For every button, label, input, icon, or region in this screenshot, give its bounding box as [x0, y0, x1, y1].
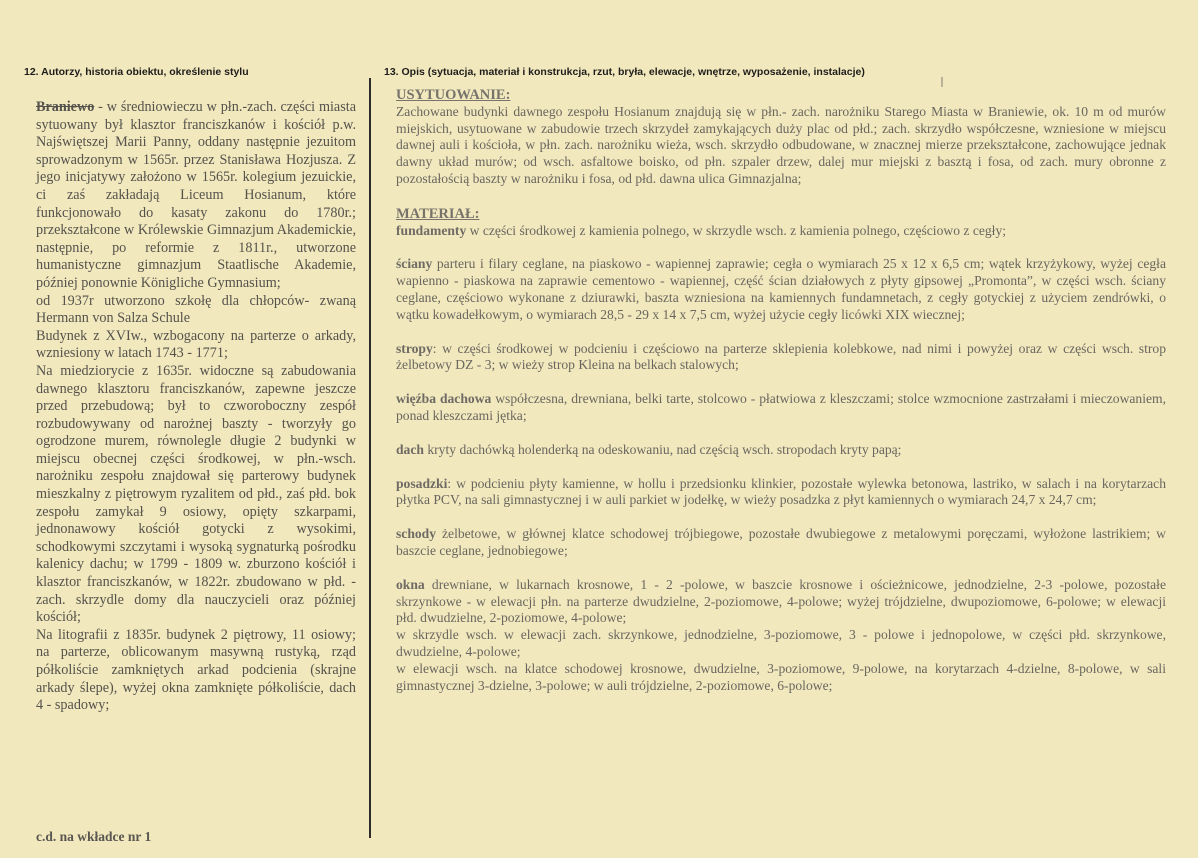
history-paragraph-1 — [36, 99, 356, 293]
okna-entry — [396, 577, 1166, 627]
history-paragraph-4: Na miedziorycie z 1635r. widoczne są zabudowania dawnego klasztoru franciszkanów, zapewne jeszcze przed przebudową; był to czworoboczny zespół rozbudowywany od narożnej baszty - tworzyły go ogrodzone murem, równolegle długie 2 budynki w miejscu obecnej części środkowej, w płn.-wsch. narożniku zespołu znajdował się parterowy budynek mieszkalny z piętrowym ryzalitem od płd., zaś płd. bok zespołu zamykał 9 osiowy, opięty szkarpami, jednonawowy kościół gotycki z wysokimi, schodkowymi szczytami i wysoką sygnaturką pośrodku kalenicy dachu; w 1799 - 1809 w. zburzono kościół i klasztor franciszkanów, w 1822r. zbudowano w płd. - zach. skrzydle domy dla nauczycieli oraz później kościół; — [36, 362, 356, 626]
material-title: MATERIAŁ: — [396, 205, 480, 222]
wiezba-entry — [396, 391, 1166, 425]
posadzki-entry — [396, 476, 1166, 510]
continuation-note: c.d. na wkładce nr 1 — [36, 829, 152, 844]
history-column — [36, 99, 356, 715]
history-paragraph-2: od 1937r utworzono szkołę dla chłopców- zwaną Hermann von Salza Schule — [36, 292, 356, 327]
schody-text: żelbetowe, w głównej klatce schodowej trójbiegowe, pozostałe dwubiegowe z metalowymi poręczami, wyłożone lastrikiem; w baszcie ceglane, jednobiegowe; — [396, 526, 1166, 558]
stropy-label: stropy — [396, 340, 433, 356]
section-13-header: 13. Opis (sytuacja, materiał i konstrukcja, rzut, bryła, elewacje, wnętrze, wyposażenie, instalacje) — [384, 66, 865, 78]
stropy-entry — [396, 341, 1166, 375]
history-paragraph-5: Na litografii z 1835r. budynek 2 piętrowy, 11 osiowy; na parterze, oblicowanym masywną rustyką, rząd półkoliście zamkniętych arkad podcienia (skrajne arkady ślepe), wyżej okna zamknięte półkoliście, dach 4 - spadowy; — [36, 626, 356, 714]
situation-title: USYTUOWANIE: — [396, 87, 511, 103]
fundamenty-label: fundamenty — [396, 222, 467, 238]
fundamenty-text: w części środkowej z kamienia polnego, w skrzydle wsch. z kamienia polnego, częściowo z cegły; — [466, 222, 1007, 238]
wiezba-label: więźba dachowa — [396, 391, 492, 407]
sciany-entry — [396, 256, 1166, 323]
description-column — [396, 87, 1166, 694]
history-paragraph-3: Budynek z XVIw., wzbogacony na parterze o arkady, wzniesiony w latach 1743 - 1771; — [36, 327, 356, 362]
situation-text: Zachowane budynki dawnego zespołu Hosianum znajdują się w płn.- zach. narożniku Starego Miasta w Braniewie, ok. 10 m od murów miejskich, usytuowane w zabudowie trzech skrzydeł zamykających duży plac od płd.; zach. skrzydło współczesne, wzniesione w miejscu dawnej auli i kościoła, w płn. zach. narożniku wieża, wsch. skrzydło odbudowane, w znacznej mierze przekształcone, zachowujące jednak dawny układ murów; od wsch. asfaltowe boisko, od płn. szpaler drzew, dalej mur miejski z basztą i fosa, od zach. mury obronne z pozostałością baszty w narożniku i fosa, od płd. dawna ulica Gimnazjalna; — [396, 103, 1166, 186]
history-lead-rest: - w średniowieczu w płn.-zach. części miasta sytuowany był klasztor franciszkanów i kościół p.w. Najświętszej Marii Panny, oddany następnie jezuitom sprowadzonym w 1565r. przez Stanisława Hozjusza. Z jego inicjatywy założono w 1565r. kolegium jezuickie, ci zaś zakładają Liceum Hosianum, które funkcjonowało do kasaty zakonu do 1780r.; przekształcone w Królewskie Gimnazjum Akademickie, następnie, po reformie z 1811r., utworzone humanistyczne gimnazjum Staatlische Akademie, później ponownie Königliche Gymnasium; — [36, 99, 356, 291]
stropy-text: : w części środkowej w podcieniu i częściowo na parterze sklepienia kolebkowe, nad nimi i powyżej oraz w części wsch. strop żelbetowy DZ - 3; w wieży strop Kleina na belkach stalowych; — [396, 340, 1166, 373]
okna-text: drewniane, w lukarnach krosnowe, 1 - 2 -polowe, w baszcie krosnowe i ościeżnicowe, jednodzielne, 2-3 -polowe, pozostałe skrzynkowe - w elewacji płn. na parterze dwudzielne, 2-poziomowe, 4-polowe; wyżej trójdzielne, dwupoziomowe, 6-polowe; w elewacji płd. dwudzielne, 2-poziomowe, 4-polowe; — [396, 576, 1166, 626]
column-divider — [369, 78, 371, 838]
dach-label: dach — [396, 441, 424, 457]
dach-entry — [396, 442, 1166, 459]
section-12-header: 12. Autorzy, historia obiektu, określenie stylu — [24, 66, 249, 78]
wiezba-text: współczesna, drewniana, belki tarte, stolcowo - płatwiowa z kleszczami; stolce wzmocnione zastrzałami i mieczowaniem, ponad kleszczami jętka; — [396, 391, 1166, 423]
okna-paragraph-2: w skrzydle wsch. w elewacji zach. skrzynkowe, jednodzielne, 3-poziomowe, 3 - polowe i jednopolowe, w części płd. skrzynkowe, dwudzielne, 4-polowe; — [396, 627, 1166, 659]
okna-paragraph-3: w elewacji wsch. na klatce schodowej krosnowe, dwudzielne, 3-poziomowe, 9-polowe, na korytarzach 4-dzielne, 8-polowe, w sali gimnastycznej 3-dzielne, 3-polowe; w auli trójdzielne, 2-poziomowe, 6-polowe; — [396, 660, 1166, 693]
scan-mark — [941, 77, 943, 87]
posadzki-label: posadzki — [396, 475, 448, 491]
schody-entry — [396, 526, 1166, 560]
dach-text: kryty dachówką holenderką na odeskowaniu, nad częścią wsch. stropodach kryty papą; — [423, 441, 902, 457]
fundamenty-entry — [396, 223, 1166, 240]
posadzki-text: : w podcieniu płyty kamienne, w hollu i przedsionku klinkier, pozostałe wylewka betonowa, lastriko, w salach i na korytarzach płytka PCV, na sali gimnastycznej i w auli parkiet w jodełkę, w wieży posadzka z płyt kamiennych o wymiarach 24,7 x 24,7 cm; — [396, 475, 1166, 508]
schody-label: schody — [396, 526, 437, 542]
history-lead: Braniewo — [36, 99, 95, 115]
sciany-label: ściany — [396, 256, 433, 272]
sciany-text: parteru i filary ceglane, na piaskowo - wapiennej zaprawie; cegła o wymiarach 25 x 12 x 6,5 cm; wątek krzyżykowy, wyżej cegła wapienno - piaskowa na zaprawie cementowo - wapiennej, część ścian działowych z płyty gipsowej „Promonta”, w części wsch. ściany ceglane, częściowo wykonane z dziurawki, baszta wzniesiona na kamiennych fundamnetach, z cegły gotyckiej z użyciem zendrówki, o wątku kowadełkowym, o wymiarach 28,5 - 29 x 14 x 7,5 cm, wyżej użycie cegły licówki XIX wiecznej; — [396, 256, 1166, 322]
okna-label: okna — [396, 576, 425, 592]
